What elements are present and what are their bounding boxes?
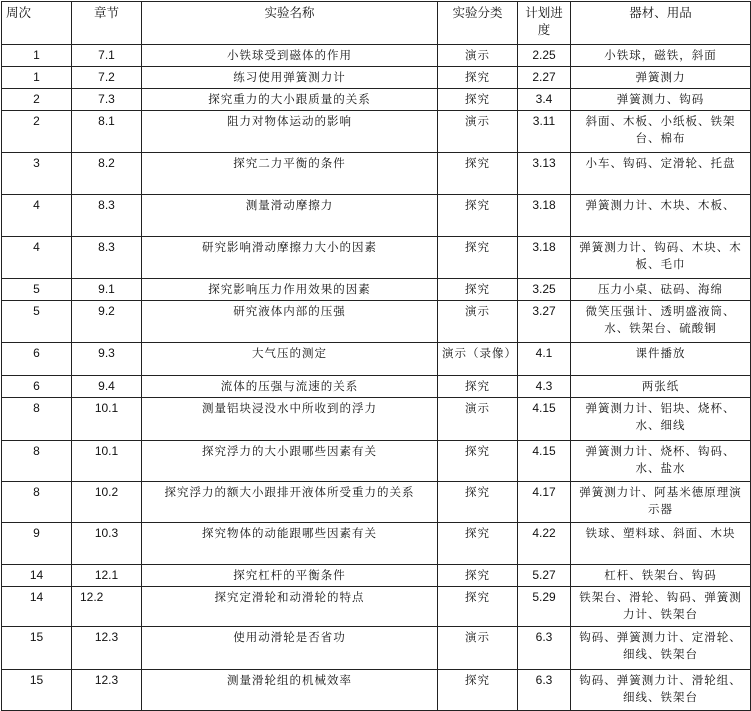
cell-week: 8: [2, 398, 72, 441]
cell-equipment: 两张纸: [571, 376, 751, 398]
cell-week: 8: [2, 482, 72, 523]
cell-chapter: 8.1: [72, 111, 142, 153]
table-row: [2, 376, 751, 398]
cell-week: 14: [2, 587, 72, 627]
cell-type: 演示（录像）: [438, 343, 518, 376]
cell-week: 8: [2, 441, 72, 482]
cell-plan: 4.1: [518, 343, 571, 376]
cell-plan: 6.3: [518, 670, 571, 711]
cell-equipment: 杠杆、铁架台、钩码: [571, 565, 751, 587]
table-row: [2, 670, 751, 711]
cell-name: 探究杠杆的平衡条件: [142, 565, 438, 587]
header-type: 实验分类: [438, 2, 518, 45]
table-row: [2, 587, 751, 627]
cell-plan: 4.17: [518, 482, 571, 523]
cell-type: 探究: [438, 523, 518, 565]
cell-week: 4: [2, 195, 72, 237]
cell-equipment: 铁架台、滑轮、钩码、弹簧测力计、铁架台: [571, 587, 751, 627]
cell-chapter: 9.3: [72, 343, 142, 376]
cell-week: 6: [2, 343, 72, 376]
table-row: [2, 237, 751, 279]
cell-plan: 3.13: [518, 153, 571, 195]
cell-plan: 6.3: [518, 627, 571, 670]
table-row: [2, 195, 751, 237]
cell-plan: 2.25: [518, 45, 571, 67]
cell-type: 探究: [438, 237, 518, 279]
cell-type: 探究: [438, 153, 518, 195]
cell-plan: 5.29: [518, 587, 571, 627]
table-row: [2, 565, 751, 587]
cell-week: 15: [2, 670, 72, 711]
cell-equipment: 弹簧测力计、烧杯、钩码、水、盐水: [571, 441, 751, 482]
cell-week: 1: [2, 67, 72, 89]
table-row: [2, 111, 751, 153]
cell-plan: 3.18: [518, 195, 571, 237]
cell-week: 6: [2, 376, 72, 398]
cell-type: 探究: [438, 279, 518, 301]
cell-type: 演示: [438, 301, 518, 343]
cell-plan: 4.15: [518, 441, 571, 482]
header-week: 周次: [2, 2, 72, 45]
cell-type: 探究: [438, 195, 518, 237]
cell-name: 研究液体内部的压强: [142, 301, 438, 343]
cell-chapter: 12.3: [72, 670, 142, 711]
cell-week: 1: [2, 45, 72, 67]
cell-equipment: 课件播放: [571, 343, 751, 376]
cell-name: 探究定滑轮和动滑轮的特点: [142, 587, 438, 627]
table-row: [2, 627, 751, 670]
cell-chapter: 12.3: [72, 627, 142, 670]
cell-name: 测量铝块浸没水中所收到的浮力: [142, 398, 438, 441]
cell-equipment: 钩码、弹簧测力计、定滑轮、细线、铁架台: [571, 627, 751, 670]
cell-chapter: 10.3: [72, 523, 142, 565]
cell-week: 2: [2, 89, 72, 111]
cell-week: 4: [2, 237, 72, 279]
header-equipment: 器材、用品: [571, 2, 751, 45]
cell-equipment: 弹簧测力计、木块、木板、: [571, 195, 751, 237]
cell-plan: 3.25: [518, 279, 571, 301]
table-row: [2, 67, 751, 89]
cell-name: 探究浮力的额大小跟排开液体所受重力的关系: [142, 482, 438, 523]
cell-name: 流体的压强与流速的关系: [142, 376, 438, 398]
cell-week: 5: [2, 279, 72, 301]
cell-plan: 4.15: [518, 398, 571, 441]
cell-name: 小铁球受到磁体的作用: [142, 45, 438, 67]
cell-type: 探究: [438, 587, 518, 627]
cell-type: 探究: [438, 67, 518, 89]
header-chapter: 章节: [72, 2, 142, 45]
cell-name: 阻力对物体运动的影响: [142, 111, 438, 153]
cell-name: 探究物体的动能跟哪些因素有关: [142, 523, 438, 565]
cell-name: 测量滑轮组的机械效率: [142, 670, 438, 711]
cell-chapter: 10.2: [72, 482, 142, 523]
cell-type: 探究: [438, 565, 518, 587]
cell-chapter: 8.2: [72, 153, 142, 195]
cell-equipment: 铁球、塑料球、斜面、木块: [571, 523, 751, 565]
cell-equipment: 小车、钩码、定滑轮、托盘: [571, 153, 751, 195]
cell-equipment: 小铁球，磁铁，斜面: [571, 45, 751, 67]
cell-week: 14: [2, 565, 72, 587]
cell-type: 探究: [438, 376, 518, 398]
cell-chapter: 8.3: [72, 237, 142, 279]
table-body: [2, 45, 751, 711]
cell-type: 探究: [438, 482, 518, 523]
cell-equipment: 弹簧测力计、钩码、木块、木板、毛巾: [571, 237, 751, 279]
cell-week: 5: [2, 301, 72, 343]
cell-equipment: 弹簧测力计、阿基米德原理演示器: [571, 482, 751, 523]
experiment-schedule-table: [1, 1, 751, 711]
cell-chapter: 9.4: [72, 376, 142, 398]
table-row: [2, 45, 751, 67]
cell-chapter: 8.3: [72, 195, 142, 237]
cell-plan: 3.11: [518, 111, 571, 153]
cell-week: 15: [2, 627, 72, 670]
cell-chapter: 10.1: [72, 441, 142, 482]
cell-name: 使用动滑轮是否省功: [142, 627, 438, 670]
cell-chapter: 7.2: [72, 67, 142, 89]
cell-equipment: 弹簧测力、钩码: [571, 89, 751, 111]
cell-chapter: 12.2: [72, 587, 142, 627]
table-row: [2, 343, 751, 376]
cell-equipment: 弹簧测力计、铝块、烧杯、水、细线: [571, 398, 751, 441]
header-name: 实验名称: [142, 2, 438, 45]
cell-type: 演示: [438, 398, 518, 441]
table-row: [2, 441, 751, 482]
cell-chapter: 7.1: [72, 45, 142, 67]
cell-equipment: 压力小桌、砝码、海绵: [571, 279, 751, 301]
cell-chapter: 9.2: [72, 301, 142, 343]
cell-plan: 3.4: [518, 89, 571, 111]
cell-equipment: 微笑压强计、透明盛液筒、水、铁架台、硫酸铜: [571, 301, 751, 343]
cell-equipment: 斜面、木板、小纸板、铁架台、棉布: [571, 111, 751, 153]
cell-plan: 3.18: [518, 237, 571, 279]
header-row: [2, 2, 751, 45]
cell-chapter: 10.1: [72, 398, 142, 441]
cell-type: 探究: [438, 89, 518, 111]
cell-plan: 5.27: [518, 565, 571, 587]
table-row: [2, 482, 751, 523]
cell-plan: 4.3: [518, 376, 571, 398]
header-plan: 计划进度: [518, 2, 571, 45]
cell-type: 演示: [438, 45, 518, 67]
cell-name: 大气压的测定: [142, 343, 438, 376]
cell-name: 探究重力的大小跟质量的关系: [142, 89, 438, 111]
table-row: [2, 279, 751, 301]
cell-week: 2: [2, 111, 72, 153]
cell-name: 探究影响压力作用效果的因素: [142, 279, 438, 301]
cell-name: 探究浮力的大小跟哪些因素有关: [142, 441, 438, 482]
cell-week: 9: [2, 523, 72, 565]
cell-plan: 4.22: [518, 523, 571, 565]
cell-week: 3: [2, 153, 72, 195]
table-row: [2, 398, 751, 441]
cell-type: 演示: [438, 627, 518, 670]
cell-type: 演示: [438, 111, 518, 153]
table-row: [2, 89, 751, 111]
cell-chapter: 12.1: [72, 565, 142, 587]
table-row: [2, 153, 751, 195]
cell-equipment: 弹簧测力: [571, 67, 751, 89]
table-row: [2, 301, 751, 343]
cell-name: 练习使用弹簧测力计: [142, 67, 438, 89]
cell-chapter: 7.3: [72, 89, 142, 111]
cell-name: 测量滑动摩擦力: [142, 195, 438, 237]
table-row: [2, 523, 751, 565]
cell-equipment: 钩码、弹簧测力计、滑轮组、细线、铁架台: [571, 670, 751, 711]
cell-plan: 2.27: [518, 67, 571, 89]
cell-name: 探究二力平衡的条件: [142, 153, 438, 195]
cell-chapter: 9.1: [72, 279, 142, 301]
cell-name: 研究影响滑动摩擦力大小的因素: [142, 237, 438, 279]
cell-plan: 3.27: [518, 301, 571, 343]
cell-type: 探究: [438, 441, 518, 482]
cell-type: 探究: [438, 670, 518, 711]
